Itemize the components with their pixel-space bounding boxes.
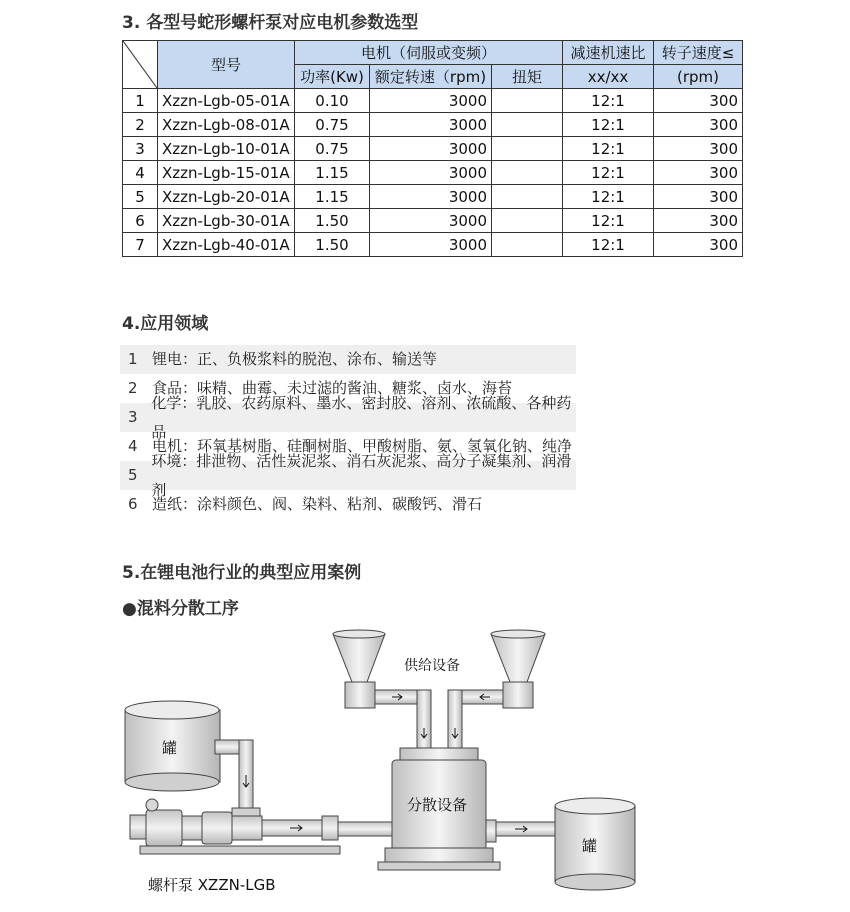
row-torque [492, 161, 563, 185]
diagonal-line [123, 41, 157, 88]
row-index: 2 [123, 113, 158, 137]
screw-pump [130, 799, 340, 854]
row-speed: 3000 [370, 113, 492, 137]
tank-right-label: 罐 [582, 837, 598, 855]
list-item-text: 环境：排泄物、活性炭泥浆、消石灰泥浆、高分子凝集剂、润滑剂 [151, 451, 572, 499]
row-rotor: 300 [654, 185, 743, 209]
list-item-text: 化学：乳胶、农药原料、墨水、密封胶、溶剂、浓硫酸、各种药品 [151, 393, 572, 441]
header-speed: 额定转速（rpm) [370, 65, 492, 89]
header-rotor: 转子速度≤ [654, 41, 743, 65]
tank-to-pump-pipe [215, 740, 260, 818]
row-ratio: 12:1 [563, 233, 654, 257]
row-torque [492, 137, 563, 161]
row-rotor: 300 [654, 233, 743, 257]
section4-title: 4.应用领域 [122, 314, 209, 334]
diagonal-header-cell [123, 41, 158, 89]
row-model: Xzzn-Lgb-40-01A [158, 233, 295, 257]
header-reducer: 减速机速比 [563, 41, 654, 65]
list-item-index: 1 [128, 350, 138, 368]
row-torque [492, 89, 563, 113]
list-item [120, 393, 576, 441]
table-row [123, 209, 743, 233]
row-power: 1.50 [295, 233, 370, 257]
row-speed: 3000 [370, 89, 492, 113]
header-rotor-unit: (rpm) [654, 65, 743, 89]
section5-title: 5.在锂电池行业的典型应用案例 [122, 563, 362, 583]
row-model: Xzzn-Lgb-15-01A [158, 161, 295, 185]
row-index: 1 [123, 89, 158, 113]
row-speed: 3000 [370, 137, 492, 161]
application-list [120, 345, 576, 519]
row-power: 0.10 [295, 89, 370, 113]
row-index: 7 [123, 233, 158, 257]
row-model: Xzzn-Lgb-08-01A [158, 113, 295, 137]
supply-label: 供给设备 [404, 658, 460, 674]
row-index: 6 [123, 209, 158, 233]
row-index: 4 [123, 161, 158, 185]
table-row [123, 185, 743, 209]
list-item [120, 345, 576, 374]
row-power: 1.15 [295, 161, 370, 185]
list-item-index: 2 [128, 379, 138, 397]
row-index: 5 [123, 185, 158, 209]
row-model: Xzzn-Lgb-20-01A [158, 185, 295, 209]
disperser-label: 分散设备 [407, 796, 468, 814]
row-rotor: 300 [654, 209, 743, 233]
row-torque [492, 185, 563, 209]
row-ratio: 12:1 [563, 137, 654, 161]
row-rotor: 300 [654, 161, 743, 185]
table-row [123, 113, 743, 137]
list-item [120, 451, 576, 499]
row-power: 1.15 [295, 185, 370, 209]
pump-to-disperser-pipe [338, 822, 392, 836]
row-rotor: 300 [654, 137, 743, 161]
list-item-text: 电机：环氧基树脂、硅酮树脂、甲酸树脂、氨、氢氧化钠、纯净 [152, 437, 573, 455]
list-item-index: 4 [128, 437, 138, 455]
row-index: 3 [123, 137, 158, 161]
section3-title: 3. 各型号蛇形螺杆泵对应电机参数选型 [122, 13, 419, 33]
list-item-index: 6 [128, 495, 138, 513]
row-model: Xzzn-Lgb-10-01A [158, 137, 295, 161]
header-torque: 扭矩 [492, 65, 563, 89]
table-row [123, 137, 743, 161]
row-power: 0.75 [295, 113, 370, 137]
row-speed: 3000 [370, 185, 492, 209]
row-power: 1.50 [295, 209, 370, 233]
table-row [123, 233, 743, 257]
row-rotor: 300 [654, 113, 743, 137]
row-torque [492, 209, 563, 233]
list-item-text: 食品：味精、曲霉、未过滤的酱油、糖浆、卤水、海苔 [152, 379, 513, 397]
row-speed: 3000 [370, 161, 492, 185]
row-rotor: 300 [654, 89, 743, 113]
motor-spec-table [122, 40, 743, 257]
row-torque [492, 233, 563, 257]
row-speed: 3000 [370, 233, 492, 257]
header-reducer-unit: xx/xx [563, 65, 654, 89]
row-model: Xzzn-Lgb-05-01A [158, 89, 295, 113]
row-ratio: 12:1 [563, 209, 654, 233]
header-power: 功率(Kw) [295, 65, 370, 89]
header-model: 型号 [158, 41, 295, 89]
section5-subtitle: ●混料分散工序 [122, 599, 239, 619]
table-row [123, 161, 743, 185]
list-item-index: 5 [128, 466, 138, 484]
list-item-text: 锂电：正、负极浆料的脱泡、涂布、输送等 [152, 350, 438, 368]
row-ratio: 12:1 [563, 185, 654, 209]
tank-left-label: 罐 [162, 739, 178, 757]
header-motor: 电机（伺服或变频） [295, 41, 563, 65]
row-speed: 3000 [370, 209, 492, 233]
row-torque [492, 113, 563, 137]
row-model: Xzzn-Lgb-30-01A [158, 209, 295, 233]
process-diagram [0, 620, 850, 912]
table-row [123, 89, 743, 113]
list-item-index: 3 [128, 408, 138, 426]
row-ratio: 12:1 [563, 161, 654, 185]
row-ratio: 12:1 [563, 113, 654, 137]
list-item-text: 造纸：涂料颜色、阀、染料、粘剂、碳酸钙、滑石 [152, 495, 483, 513]
pump-label: 螺杆泵 XZZN-LGB [148, 876, 276, 894]
row-power: 0.75 [295, 137, 370, 161]
row-ratio: 12:1 [563, 89, 654, 113]
